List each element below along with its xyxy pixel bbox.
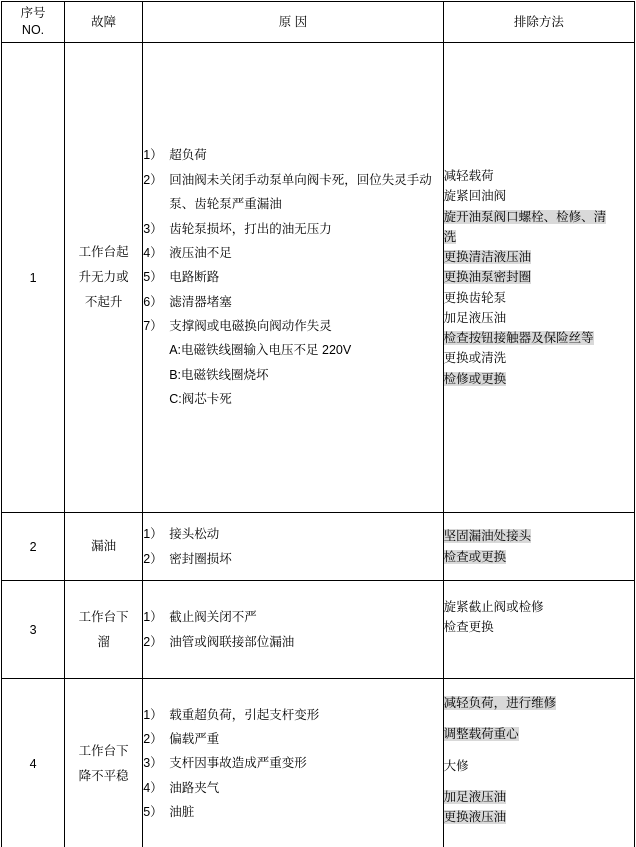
- table-row: [2, 513, 635, 581]
- fix-line: [444, 547, 634, 567]
- fix-text: 调整载荷重心: [443, 727, 519, 742]
- row-fix: [443, 513, 634, 581]
- fix-text: 更换油泵密封圈: [443, 270, 532, 285]
- cause-item: [143, 290, 442, 314]
- cause-number: 2）: [143, 731, 163, 746]
- cause-item: [143, 800, 442, 824]
- row-no: 4: [2, 679, 65, 847]
- cause-number: 2）: [143, 634, 163, 649]
- cause-list: [143, 703, 442, 825]
- cause-number: 1）: [143, 707, 163, 722]
- cause-text: 支杆因事故造成严重变形: [169, 756, 307, 771]
- row-fault-line: 工作台下: [78, 743, 129, 758]
- fix-text: 检查按钮接触器及保险丝等: [443, 331, 594, 346]
- header-no-line1: 序号: [20, 6, 46, 21]
- row-no: 2: [2, 513, 65, 581]
- row-cause: [143, 513, 443, 581]
- cause-subitem: [143, 363, 442, 387]
- row-fault-line: 不起升: [84, 295, 123, 309]
- cause-text: B:电磁铁线圈烧坏: [169, 367, 269, 382]
- fix-line: [444, 247, 634, 267]
- cause-text: 偏载严重: [169, 731, 220, 746]
- cause-number: 3）: [143, 756, 163, 771]
- row-cause: [143, 679, 443, 847]
- cause-item: [143, 776, 442, 800]
- cause-item: [143, 314, 442, 338]
- fix-line: [444, 787, 634, 807]
- fix-spacer: [444, 776, 634, 787]
- cause-list: [143, 522, 442, 571]
- fix-spacer: [444, 745, 634, 756]
- fix-text: 更换齿轮泵: [443, 290, 507, 305]
- fix-text: 检查更换: [443, 620, 494, 635]
- row-fault-line: 升无力或: [78, 270, 129, 284]
- row-fault-line: 工作台起: [78, 245, 129, 259]
- cause-number: 6）: [143, 294, 163, 309]
- fix-line: [444, 526, 634, 546]
- fix-line: [444, 693, 634, 713]
- cause-number: 4）: [143, 245, 163, 260]
- cause-text: 滤清器堵塞: [169, 294, 232, 309]
- row-no: 3: [2, 581, 65, 679]
- header-fault: 故障: [65, 2, 143, 43]
- cause-number: 4）: [143, 780, 163, 795]
- fix-line: [444, 227, 634, 247]
- fix-line: [444, 207, 634, 227]
- fix-text: 减轻载荷: [443, 169, 494, 184]
- fix-text: 更换清洁液压油: [443, 250, 532, 265]
- cause-text: C:阀芯卡死: [169, 392, 232, 407]
- header-cause: 原 因: [143, 2, 443, 43]
- cause-text: 截止阀关闭不严: [169, 610, 257, 625]
- row-fault: [65, 513, 143, 581]
- fix-line: [444, 807, 634, 827]
- fix-spacer: [444, 713, 634, 724]
- fix-line: [444, 597, 634, 617]
- header-fix: 排除方法: [443, 2, 634, 43]
- cause-number: 1）: [143, 527, 163, 542]
- cause-text: 油管或阀联接部位漏油: [169, 634, 295, 649]
- table-header-row: [2, 2, 635, 43]
- table-row: [2, 43, 635, 513]
- cause-number: 2）: [143, 172, 163, 187]
- fix-text: 大修: [443, 758, 469, 773]
- cause-item: [143, 630, 442, 654]
- fix-line: [444, 617, 634, 637]
- cause-number: 3）: [143, 221, 163, 236]
- fix-line: [444, 267, 634, 287]
- fix-text: 坚固漏油处接头: [443, 529, 532, 544]
- cause-text: A:电磁铁线圈输入电压不足 220V: [169, 343, 352, 358]
- row-cause: [143, 581, 443, 679]
- fix-text: 旋紧截止阀或检修: [443, 600, 544, 614]
- fix-text: 减轻负荷，进行维修: [443, 696, 557, 710]
- cause-text: 液压油不足: [169, 245, 232, 260]
- cause-list: [143, 605, 442, 654]
- fix-text: 旋开油泵阀口螺栓、检修、清: [443, 209, 607, 224]
- row-fix: [443, 581, 634, 679]
- cause-item: [143, 547, 442, 571]
- cause-number: 7）: [143, 319, 163, 334]
- fix-line: [444, 756, 634, 776]
- cause-number: 2）: [143, 551, 163, 566]
- fix-text: 检查或更换: [443, 549, 507, 564]
- cause-number: 5）: [143, 805, 163, 820]
- fix-text: 更换或清洗: [443, 351, 507, 366]
- cause-item: [143, 143, 442, 167]
- cause-text: 接头松动: [169, 527, 220, 542]
- row-no: 1: [2, 43, 65, 513]
- row-fix: [443, 679, 634, 847]
- row-fault: [65, 679, 143, 847]
- cause-item: [143, 703, 442, 727]
- cause-number: 1）: [143, 610, 163, 625]
- fix-line: [444, 186, 634, 206]
- table-row: [2, 679, 635, 847]
- table-row: [2, 581, 635, 679]
- cause-item: [143, 217, 442, 241]
- fix-text: 加足液压油: [443, 789, 507, 804]
- cause-text: 载重超负荷，引起支杆变形: [169, 707, 320, 722]
- cause-item: [143, 751, 442, 775]
- cause-text: 支撑阀或电磁换向阀动作失灵: [169, 319, 332, 334]
- fault-troubleshooting-table: [1, 1, 635, 847]
- row-fault-line: 漏油: [91, 539, 117, 553]
- row-fault: [65, 581, 143, 679]
- cause-item: [143, 265, 442, 289]
- row-cause: [143, 43, 443, 513]
- cause-text: 电路断路: [169, 270, 220, 285]
- row-fault-line: 工作台下: [78, 609, 129, 624]
- header-no-line2: NO.: [21, 23, 45, 37]
- cause-text: 超负荷: [169, 148, 207, 163]
- fix-line: [444, 369, 634, 389]
- row-fault-line: 降不平稳: [78, 768, 129, 783]
- fix-line: [444, 308, 634, 328]
- fix-text: 加足液压油: [443, 310, 507, 325]
- cause-number: 1）: [143, 148, 163, 163]
- cause-text: 密封圈损坏: [169, 551, 232, 566]
- fix-line: [444, 288, 634, 308]
- cause-text: 油路夹气: [169, 780, 220, 795]
- fix-line: [444, 166, 634, 186]
- fix-text: 更换液压油: [443, 810, 507, 824]
- cause-item: [143, 605, 442, 629]
- cause-list: [143, 143, 442, 411]
- row-fault: [65, 43, 143, 513]
- cause-text: 齿轮泵损坏，打出的油无压力: [169, 221, 332, 236]
- fix-text: 检修或更换: [443, 371, 507, 386]
- fix-line: [444, 724, 634, 744]
- cause-item: [143, 241, 442, 265]
- cause-item: [143, 727, 442, 751]
- fix-line: [444, 348, 634, 368]
- cause-number: 5）: [143, 270, 163, 285]
- fix-text: 旋紧回油阀: [443, 189, 507, 204]
- fix-text: 洗: [443, 229, 457, 244]
- cause-text: 回油阀未关闭手动泵单向阀卡死，回位失灵手动泵、齿轮泵严重漏油: [169, 172, 432, 212]
- cause-item: [143, 168, 442, 217]
- cause-item: [143, 522, 442, 546]
- fix-line: [444, 328, 634, 348]
- row-fault-line: 溜: [97, 634, 110, 649]
- cause-text: 油脏: [169, 805, 195, 820]
- cause-subitem: [143, 387, 442, 411]
- cause-subitem: [143, 338, 442, 362]
- row-fix: [443, 43, 634, 513]
- header-no: [2, 2, 65, 43]
